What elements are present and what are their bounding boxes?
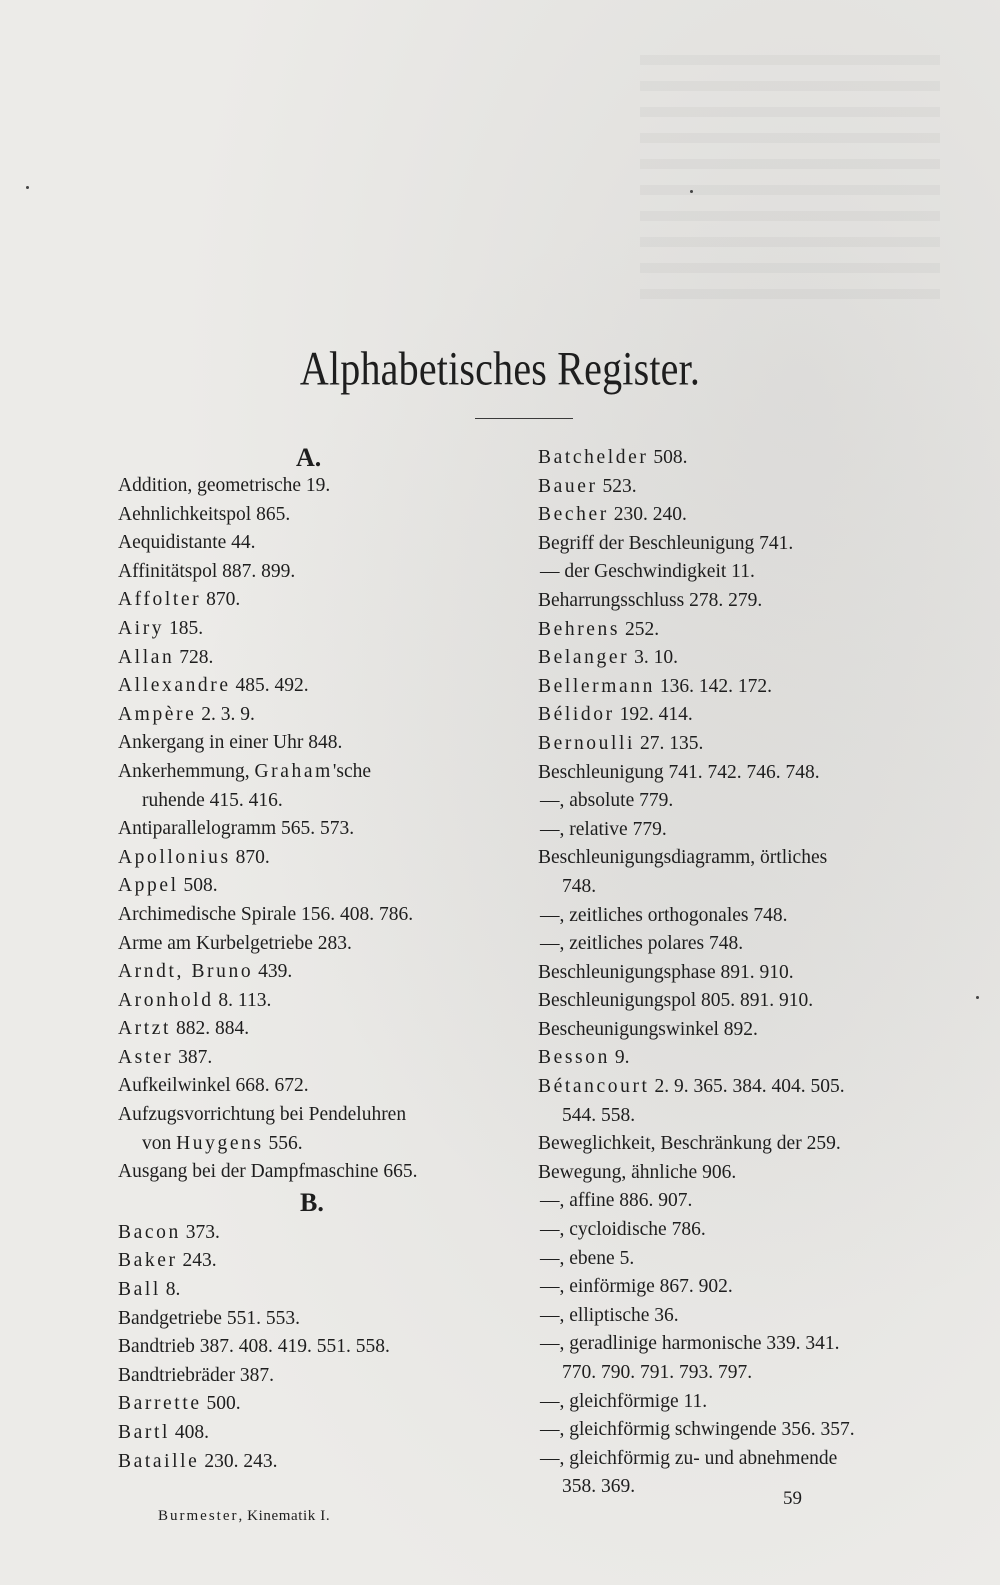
entry-name: Bétancourt [538,1076,650,1098]
index-entry [118,901,518,930]
index-entry [118,672,518,701]
index-entry [118,930,518,959]
index-entry [118,1044,518,1073]
entry-text: 523. [597,475,637,497]
entry-text: Bewegung, ähnliche 906. [538,1161,737,1183]
entry-text: 8. 113. [213,989,272,1011]
entry-text: Bandtrieb 387. 408. 419. 551. 558. [118,1336,390,1358]
index-entry [538,1273,948,1302]
entry-name: Belanger [538,647,630,669]
entry-text: 192. 414. [614,704,693,726]
entry-name: Baker [118,1250,178,1272]
entry-text: 373. [180,1221,220,1243]
signature-line [158,1508,330,1525]
left-column [118,444,518,1476]
entry-text: Aufkeilwinkel 668. 672. [118,1075,309,1097]
entry-name: Affolter [118,589,202,611]
entry-name: Allexandre [118,675,231,697]
entry-text: —, gleichförmige 11. [540,1390,708,1412]
entry-text: Beschleunigungsphase 891. 910. [538,961,794,983]
entry-text: Affinitätspol 887. 899. [118,560,296,582]
entry-name: Allan [118,646,175,668]
entry-text: Bescheunigungswinkel 892. [538,1018,758,1040]
index-entry [538,1016,948,1045]
entry-text: 27. 135. [635,732,704,754]
index-entry [118,529,518,558]
entry-text: 3. 10. [629,647,678,669]
entry-text: 508. [178,875,218,897]
page-title: Alphabetisches Register. [299,341,701,396]
index-entry [538,1216,948,1245]
entry-text: 870. [201,589,241,611]
index-entry [538,1073,948,1102]
entry-text: 439. [253,961,293,983]
index-entry [118,1276,518,1305]
section-heading-a: A. [296,443,322,472]
entry-name: Bartl [118,1422,170,1443]
entry-text: 230. 240. [608,504,687,526]
entry-name: Batchelder [538,447,649,468]
index-entry [538,1187,948,1216]
entry-name: Aster [118,1046,174,1068]
entry-text: Ankergang in einer Uhr 848. [118,732,343,754]
entry-text: 408. [170,1422,209,1443]
entry-text: 'sche [332,760,372,782]
entry-list-b-right [538,444,948,1502]
index-entry [538,959,948,988]
entry-name: Bataille [118,1450,200,1472]
index-entry [118,1390,518,1419]
entry-text: Addition, geometrische 19. [118,475,331,496]
page-number: 59 [783,1488,802,1509]
entry-name: Besson [538,1047,610,1069]
index-entry [538,759,948,788]
index-entry [118,1305,518,1334]
index-entry [118,729,518,758]
index-entry [538,530,948,559]
paper-speck [690,190,693,193]
entry-text: Beweglichkeit, Beschränkung der 259. [538,1133,841,1155]
entry-name: Arndt, Bruno [118,961,254,983]
entry-text: Beschleunigungsdiagramm, örtliches [538,847,828,869]
entry-text: 544. 558. [562,1104,636,1126]
entry-text: Antiparallelogramm 565. 573. [118,818,355,840]
entry-name: Aronhold [118,989,214,1011]
entry-text: Arme am Kurbelgetriebe 283. [118,932,352,954]
entry-name: Bacon [118,1221,181,1243]
entry-text: Ausgang bei der Dampfmaschine 665. [118,1161,418,1183]
entry-text: 485. 492. [230,675,309,697]
index-entry [118,701,518,730]
paper-speck [26,186,29,189]
entry-text: 358. 369. [562,1476,636,1498]
index-entry [118,987,518,1016]
entry-text: Beschleunigung 741. 742. 746. 748. [538,761,820,783]
entry-name: Behrens [538,618,621,640]
entry-text: 2. 9. 365. 384. 404. 505. [649,1076,845,1098]
index-entry [118,1072,518,1101]
entry-text: Aequidistante 44. [118,532,256,554]
index-entry [118,615,518,644]
entry-text: 870. [230,846,270,868]
index-entry [118,787,518,816]
entry-name: Huygens [176,1132,264,1154]
entry-text: ruhende 415. 416. [142,789,283,811]
entry-text: Bandtriebräder 387. [118,1364,274,1386]
paper-speck [976,996,979,999]
index-entry [538,1388,948,1417]
entry-name: Bélidor [538,704,615,726]
index-entry [538,873,948,902]
entry-text: 185. [164,617,204,639]
entry-text: 748. [562,875,597,897]
entry-text: —, elliptische 36. [540,1304,679,1326]
index-entry [538,1416,948,1445]
entry-name: Ampère [118,703,197,725]
entry-name: Bernoulli [538,732,636,754]
index-entry [118,1448,518,1477]
entry-text: 8. [160,1279,181,1301]
index-entry [118,501,518,530]
index-entry [538,1302,948,1331]
entry-text: Beharrungsschluss 278. 279. [538,589,763,611]
entry-text: —, einförmige 867. 902. [540,1276,733,1298]
entry-name: Becher [538,504,609,526]
entry-text: 387. [173,1046,213,1068]
entry-text: 770. 790. 791. 793. 797. [562,1362,753,1383]
index-entry [118,958,518,987]
index-entry [118,1419,518,1448]
footer-author: Burmester [158,1508,239,1524]
entry-text: 728. [174,646,214,668]
index-entry [118,1247,518,1276]
entry-text: Beschleunigungspol 805. 891. 910. [538,990,814,1012]
entry-name: Bellermann [538,675,655,697]
entry-text: 252. [620,618,660,640]
section-heading-b: B. [300,1187,324,1217]
index-entry [538,930,948,959]
entry-text: 882. 884. [171,1018,250,1040]
index-entry [538,616,948,645]
entry-text: Aufzugsvorrichtung bei Pendeluhren [118,1104,407,1126]
entry-text: Begriff der Beschleunigung 741. [538,532,794,554]
index-entry [538,844,948,873]
entry-text: 9. [609,1047,630,1069]
index-entry [118,558,518,587]
entry-text: —, cycloidische 786. [540,1219,706,1241]
index-entry [118,1333,518,1362]
index-entry [538,673,948,702]
index-entry [538,1130,948,1159]
index-entry [118,815,518,844]
entry-text: —, geradlinige harmonische 339. 341. [540,1333,840,1355]
index-entry [538,1245,948,1274]
index-entry [538,1473,948,1502]
index-entry [118,1362,518,1391]
entry-text: —, affine 886. 907. [540,1190,693,1212]
entry-name: Bauer [538,475,598,497]
entry-text: —, absolute 779. [540,790,674,812]
index-entry [538,902,948,931]
entry-text: Archimedische Spirale 156. 408. 786. [118,903,414,925]
entry-text: —, relative 779. [540,818,667,840]
entry-text: —, gleichförmig schwingende 356. 357. [540,1419,855,1441]
index-entry [538,1159,948,1188]
index-entry [118,1158,518,1187]
index-entry [118,872,518,901]
index-entry [538,501,948,530]
index-entry [538,730,948,759]
entry-name: Ball [118,1279,161,1301]
index-entry [118,472,518,501]
footer-book: , Kinematik I. [238,1508,331,1524]
index-entry [538,1445,948,1474]
entry-name: Barrette [118,1393,202,1415]
entry-text: —, zeitliches polares 748. [540,933,744,955]
entry-text: 243. [177,1250,217,1272]
index-entry [118,586,518,615]
title-rule [475,418,573,419]
bleed-through-texture [640,55,940,315]
index-entry [538,1102,948,1131]
index-entry [538,987,948,1016]
entry-text: 230. 243. [199,1450,278,1472]
index-entry [118,1101,518,1130]
entry-name: Apollonius [118,846,231,868]
index-entry [538,701,948,730]
index-entry [118,758,518,787]
entry-list-a [118,472,518,1187]
entry-list-b-left [118,1219,518,1476]
entry-text: 508. [648,447,688,468]
index-entry [118,1219,518,1248]
index-entry [538,1044,948,1073]
index-entry [538,558,948,587]
entry-name: Artzt [118,1018,172,1040]
entry-name: Airy [118,617,165,639]
index-entry [538,587,948,616]
index-entry [118,1015,518,1044]
entry-text: Aehnlichkeitspol 865. [118,503,291,525]
index-entry [538,816,948,845]
index-entry [118,844,518,873]
index-entry [538,444,948,473]
index-entry [538,1359,948,1388]
entry-text: —, ebene 5. [540,1247,635,1269]
entry-text: — der Geschwindigkeit 11. [540,561,755,583]
index-entry [118,1130,518,1159]
entry-text: Bandgetriebe 551. 553. [118,1307,300,1329]
index-entry [118,644,518,673]
entry-text: 500. [201,1393,241,1415]
index-entry [538,1330,948,1359]
entry-text: von [142,1132,177,1154]
entry-text: 136. 142. 172. [654,675,772,697]
index-entry [538,787,948,816]
entry-name: Appel [118,875,179,897]
entry-text: 556. [263,1132,303,1154]
entry-text: —, zeitliches orthogonales 748. [540,904,788,926]
entry-text: Ankerhemmung, [118,760,255,782]
entry-name: Graham [254,760,333,782]
entry-text: 2. 3. 9. [196,703,255,725]
index-entry [538,644,948,673]
index-entry [538,473,948,502]
right-column [538,444,948,1502]
entry-text: —, gleichförmig zu- und abnehmende [540,1447,838,1469]
